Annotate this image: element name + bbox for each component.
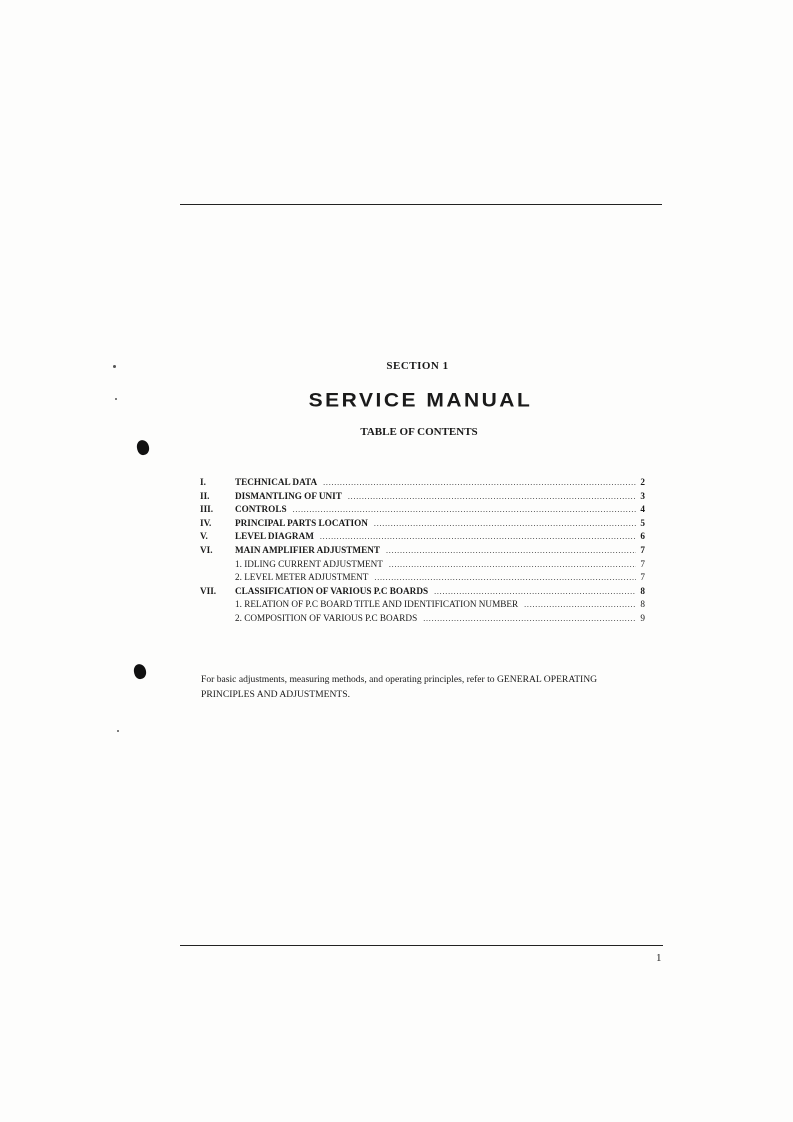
- toc-entry-title: DISMANTLING OF UNIT: [235, 490, 342, 501]
- toc-entry-page: 8: [640, 585, 645, 596]
- toc-heading: TABLE OF CONTENTS: [360, 426, 478, 438]
- reference-note: For basic adjustments, measuring methods, and operating principles, refer to GENERAL OPERATING PRINCIPLES AND ADJUSTMENTS.: [201, 674, 598, 700]
- toc-leader-dots: [524, 598, 636, 612]
- toc-entry-title: CLASSIFICATION OF VARIOUS P.C BOARDS: [235, 585, 429, 596]
- toc-entry-title: TECHNICAL DATA: [235, 477, 318, 487]
- toc-entry: [200, 544, 645, 558]
- toc-entry-number: II.: [200, 490, 210, 501]
- toc-entry: [200, 476, 645, 490]
- toc-entry: [200, 558, 645, 572]
- toc-leader-dots: [386, 544, 636, 558]
- toc-entry-title: 2. LEVEL METER ADJUSTMENT: [235, 572, 369, 583]
- toc-leader-dots: [423, 612, 636, 626]
- toc-entry-number: V.: [200, 531, 208, 542]
- toc-entry-page: 5: [640, 517, 645, 528]
- punch-hole-mark: [133, 663, 148, 680]
- toc-leader-dots: [323, 476, 636, 490]
- toc-entry-page: 7: [640, 572, 645, 583]
- toc-entry-page: 4: [640, 504, 645, 515]
- toc-entry-title: 2. COMPOSITION OF VARIOUS P.C BOARDS: [235, 612, 418, 623]
- toc-entry: [200, 612, 645, 626]
- toc-entry: [200, 571, 645, 585]
- toc-entry-number: VI.: [200, 544, 213, 555]
- toc-entry-page: 6: [640, 531, 645, 542]
- toc-entry-number: VII.: [200, 585, 217, 596]
- toc-leader-dots: [374, 517, 637, 531]
- toc-entry-page: 7: [640, 558, 645, 569]
- toc-entry-title: 1. IDLING CURRENT ADJUSTMENT: [235, 558, 383, 569]
- toc-entry-title: LEVEL DIAGRAM: [235, 531, 314, 542]
- footer-rule: [180, 945, 663, 946]
- punch-hole-mark: [136, 439, 151, 456]
- table-of-contents: [200, 476, 645, 626]
- toc-entry: [200, 598, 645, 612]
- toc-leader-dots: [348, 490, 637, 504]
- toc-entry-page: 8: [640, 599, 645, 610]
- toc-leader-dots: [434, 585, 636, 599]
- toc-entry-number: I.: [200, 477, 206, 487]
- toc-entry: [200, 530, 645, 544]
- section-label: SECTION 1: [386, 360, 449, 372]
- toc-leader-dots: [293, 503, 637, 517]
- toc-leader-dots: [320, 530, 637, 544]
- toc-entry-page: 7: [640, 544, 645, 555]
- toc-entry: [200, 490, 645, 504]
- toc-entry-title: CONTROLS: [235, 504, 287, 515]
- toc-entry-page: 3: [640, 490, 645, 501]
- page-number: 1: [656, 952, 662, 964]
- toc-leader-dots: [374, 571, 636, 585]
- toc-entry-page: 9: [640, 612, 645, 623]
- toc-entry-title: PRINCIPAL PARTS LOCATION: [235, 517, 368, 528]
- toc-entry-number: III.: [200, 504, 214, 515]
- toc-entry: [200, 503, 645, 517]
- scan-speck: [117, 730, 119, 732]
- toc-leader-dots: [389, 558, 637, 572]
- toc-entry-title: MAIN AMPLIFIER ADJUSTMENT: [235, 544, 380, 555]
- toc-entry: [200, 585, 645, 599]
- toc-entry: [200, 517, 645, 531]
- page-title: SERVICE MANUAL: [308, 389, 533, 412]
- header-rule: [180, 204, 662, 205]
- toc-entry-title: 1. RELATION OF P.C BOARD TITLE AND IDENTIFICATION NUMBER: [235, 599, 519, 610]
- toc-entry-number: IV.: [200, 517, 212, 528]
- toc-entry-page: 2: [640, 477, 645, 487]
